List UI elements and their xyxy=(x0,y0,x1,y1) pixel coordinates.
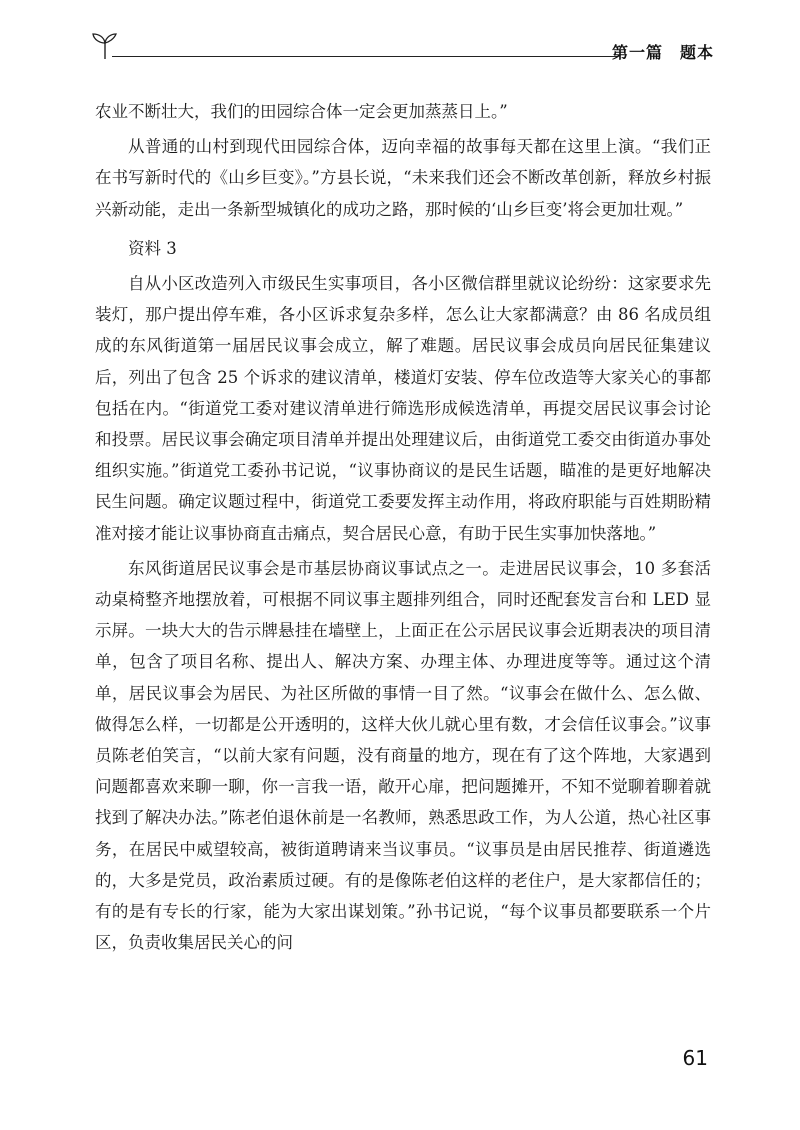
page-header xyxy=(88,26,714,66)
body-paragraph: 从普通的山村到现代田园综合体，迈向幸福的故事每天都在这里上演。“我们正在书写新时代的《山乡巨变》。”方县长说，“未来我们还会不断改革创新，释放乡村振兴新动能，走出一条新型城镇化的成功之路，那时候的‘山乡巨变’将会更加壮观。” xyxy=(95,137,711,219)
page-content xyxy=(95,96,711,962)
body-paragraph: 自从小区改造列入市级民生实事项目，各小区微信群里就议论纷纷：这家要求先装灯，那户提出停车难，各小区诉求复杂多样，怎么让大家都满意？由 86 名成员组成的东风街道第一届居民议事会成立，解了难题。居民议事会成员向居民征集建议后，列出了包含 25 个诉求的建议清单，楼道灯安装、停车位改造等大家关心的事都包括在内。“街道党工委对建议清单进行筛选形成候选清单，再提交居民议事会讨论和投票。居民议事会确定项目清单并提出处理建议后，由街道党工委交由街道办事处组织实施。”街道党工委孙书记说，“议事协商议的是民生话题，瞄准的是更好地解决民生问题。确定议题过程中，街道党工委要发挥主动作用，将政府职能与百姓期盼精准对接才能让议事协商直击痛点，契合居民心意，有助于民生实事加快落地。” xyxy=(95,274,711,543)
body-paragraph: 农业不断壮大，我们的田园综合体一定会更加蒸蒸日上。” xyxy=(95,102,508,121)
page-number: 61 xyxy=(682,1046,708,1070)
body-paragraph: 东风街道居民议事会是市基层协商议事试点之一。走进居民议事会，10 多套活动桌椅整齐地摆放着，可根据不同议事主题排列组合，同时还配套发言台和 LED 显示屏。一块大大的告示牌悬挂在墙壁上，上面正在公示居民议事会近期表决的项目清单，包含了项目名称、提出人、解决方案、办理主体、办理进度等等。通过这个清单，居民议事会为居民、为社区所做的事情一目了然。“议事会在做什么、怎么做、做得怎么样，一切都是公开透明的，这样大伙儿就心里有数，才会信任议事会。”议事员陈老伯笑言，“以前大家有问题，没有商量的地方，现在有了这个阵地，大家遇到问题都喜欢来聊一聊，你一言我一语，敞开心扉，把问题摊开，不知不觉聊着聊着就找到了解决办法。”陈老伯退休前是一名教师，熟悉思政工作，为人公道，热心社区事务，在居民中威望较高，被街道聘请来当议事员。“议事员是由居民推荐、街道遴选的，大多是党员，政治素质过硬。有的是像陈老伯这样的老住户，是大家都信任的；有的是有专长的行家，能为大家出谋划策。”孙书记说，“每个议事员都要联系一个片区，负责收集居民关心的问 xyxy=(95,558,711,953)
header-divider xyxy=(112,56,618,57)
chapter-title: 第一篇 题本 xyxy=(611,43,714,62)
material-heading: 资料 3 xyxy=(128,238,177,258)
